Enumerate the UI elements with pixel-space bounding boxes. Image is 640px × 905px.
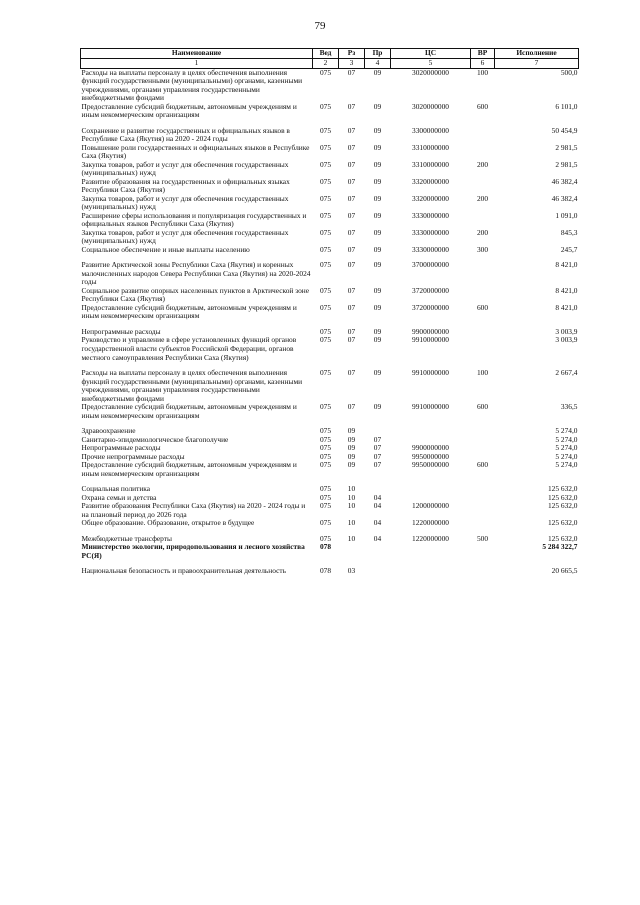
table-row — [81, 212, 579, 229]
row-amount: 50 454,9 — [551, 125, 578, 135]
row-vr: 600 — [476, 460, 489, 470]
row-vr — [471, 436, 495, 445]
row-ved: 075 — [319, 368, 332, 378]
row-cs: 3720000000 — [412, 285, 449, 295]
row-rz: 07 — [347, 285, 356, 295]
row-amount: 3 003,9 — [555, 335, 578, 345]
row-rz: 07 — [347, 260, 356, 270]
row-ved: 075 — [319, 67, 332, 77]
row-cs: 9910000000 — [412, 368, 449, 378]
header-index: 5 — [391, 59, 471, 69]
table-row — [81, 362, 579, 403]
row-vr — [471, 420, 495, 436]
row-rz: 07 — [347, 125, 356, 135]
row-amount: 336,5 — [560, 402, 578, 412]
row-pr: 07 — [373, 451, 382, 461]
row-amount: 5 274,0 — [555, 426, 578, 436]
table-row — [81, 543, 579, 560]
row-ved: 075 — [319, 434, 332, 444]
row-vr: 300 — [476, 244, 489, 254]
row-cs: 9900000000 — [412, 443, 449, 453]
row-amount: 500,0 — [560, 67, 578, 77]
row-vr — [471, 254, 495, 287]
table-body — [81, 68, 579, 576]
row-pr: 09 — [373, 326, 382, 336]
row-name: Социальное обеспечение и иные выплаты населению — [81, 244, 250, 254]
row-pr: 09 — [373, 285, 382, 295]
row-name: Предоставление субсидий бюджетным, автономным учреждениям и иным некоммерческим организациям — [81, 460, 297, 478]
row-name: Социальная политика — [81, 484, 151, 494]
row-cs: 3320000000 — [412, 193, 449, 203]
row-pr: 09 — [373, 159, 382, 169]
row-rz: 10 — [347, 533, 356, 543]
row-rz: 07 — [347, 326, 356, 336]
header-index: 7 — [495, 59, 579, 69]
row-rz: 07 — [347, 159, 356, 169]
row-rz: 10 — [347, 501, 356, 511]
row-name: Охрана семьи и детства — [81, 492, 157, 502]
row-vr — [471, 494, 495, 503]
row-pr: 09 — [373, 302, 382, 312]
header-name: Наименование — [81, 49, 313, 59]
table-row — [81, 246, 579, 255]
row-cs — [391, 560, 471, 576]
row-rz: 07 — [347, 176, 356, 186]
row-pr: 09 — [373, 67, 382, 77]
row-pr: 04 — [373, 501, 382, 511]
table-row — [81, 478, 579, 494]
row-name: Расходы на выплаты персоналу в целях обеспечения выполнения функций государственными (муниципальными) органами, казенными учреждениями, органами управления государственными внебюджетными фондами — [81, 67, 303, 103]
row-rz: 07 — [347, 335, 356, 345]
row-name: Санитарно-эпидемиологическое благополучие — [81, 434, 229, 444]
row-amount: 125 632,0 — [547, 501, 578, 511]
row-name: Межбюджетные трансферты — [81, 533, 172, 543]
row-amount: 5 274,0 — [555, 443, 578, 453]
row-name: Здравоохранение — [81, 426, 136, 436]
row-pr: 09 — [373, 244, 382, 254]
row-ved: 075 — [319, 159, 332, 169]
row-vr — [471, 336, 495, 362]
table-row — [81, 68, 579, 103]
row-pr: 09 — [373, 101, 382, 111]
row-name: Прочие непрограммные расходы — [81, 451, 185, 461]
row-vr — [471, 478, 495, 494]
row-ved: 075 — [319, 518, 332, 528]
table-row — [81, 560, 579, 576]
row-cs: 9910000000 — [412, 335, 449, 345]
row-cs: 3020000000 — [412, 101, 449, 111]
row-cs: 9950000000 — [412, 460, 449, 470]
row-vr — [471, 212, 495, 229]
row-ved: 075 — [319, 142, 332, 152]
row-ved: 075 — [319, 443, 332, 453]
row-pr: 09 — [373, 193, 382, 203]
row-ved: 075 — [319, 501, 332, 511]
row-vr: 200 — [476, 227, 489, 237]
row-name: Национальная безопасность и правоохранительная деятельность — [81, 566, 286, 576]
row-amount: 46 382,4 — [551, 176, 578, 186]
row-vr: 600 — [476, 101, 489, 111]
row-cs: 3700000000 — [412, 260, 449, 270]
row-ved: 075 — [319, 210, 332, 220]
row-cs: 3330000000 — [412, 227, 449, 237]
row-amount: 125 632,0 — [547, 492, 578, 502]
table-row — [81, 161, 579, 178]
row-ved: 075 — [319, 484, 332, 494]
row-cs: 1220000000 — [412, 533, 449, 543]
row-ved: 078 — [319, 542, 332, 552]
row-rz: 09 — [347, 443, 356, 453]
row-ved: 075 — [319, 326, 332, 336]
row-cs: 1220000000 — [412, 518, 449, 528]
row-rz: 07 — [347, 302, 356, 312]
row-name: Закупка товаров, работ и услуг для обеспечения государственных (муниципальных) нужд — [81, 159, 289, 178]
row-rz — [339, 543, 365, 560]
row-name: Сохранение и развитие государственных и официальных языков в Республике Саха (Якутия) на 2020 - 2024 годы — [81, 125, 290, 144]
row-amount: 2 981,5 — [555, 159, 578, 169]
row-rz: 07 — [347, 101, 356, 111]
row-amount: 8 421,0 — [555, 285, 578, 295]
table-row — [81, 403, 579, 420]
row-name: Развитие образования Республики Саха (Якутия) на 2020 - 2024 годы и на плановый период до 2026 года — [81, 501, 306, 519]
row-cs: 1200000000 — [412, 501, 449, 511]
row-vr — [471, 543, 495, 560]
row-ved: 075 — [319, 101, 332, 111]
table-row — [81, 120, 579, 144]
row-cs — [391, 420, 471, 436]
table-row — [81, 461, 579, 478]
row-vr — [471, 444, 495, 453]
row-rz: 10 — [347, 484, 356, 494]
row-rz: 07 — [347, 244, 356, 254]
row-pr: 09 — [373, 227, 382, 237]
row-cs — [391, 478, 471, 494]
row-pr: 09 — [373, 125, 382, 135]
table-row — [81, 195, 579, 212]
row-vr — [471, 321, 495, 337]
row-cs: 3020000000 — [412, 67, 449, 77]
row-rz: 07 — [347, 193, 356, 203]
row-ved: 075 — [319, 244, 332, 254]
row-ved: 075 — [319, 302, 332, 312]
row-amount: 6 101,0 — [555, 101, 578, 111]
row-amount: 20 665,5 — [551, 566, 578, 576]
row-name: Развитие Арктической зоны Республики Саха (Якутия) и коренных малочисленных народов Севера Республики Саха (Якутия) на 2020-2024 годы — [81, 260, 311, 287]
row-name: Расходы на выплаты персоналу в целях обеспечения выполнения функций государственными (муниципальными) органами, казенными учреждениями, органами управления государственными внебюджетными фондами — [81, 368, 303, 403]
header-rz: Рз — [339, 49, 365, 59]
row-amount: 8 421,0 — [555, 302, 578, 312]
row-ved: 075 — [319, 125, 332, 135]
row-rz: 10 — [347, 518, 356, 528]
header-vr: ВР — [471, 49, 495, 59]
table-row — [81, 287, 579, 304]
header-cs: ЦС — [391, 49, 471, 59]
row-amount: 3 003,9 — [555, 326, 578, 336]
row-cs: 3310000000 — [412, 159, 449, 169]
row-amount: 125 632,0 — [547, 533, 578, 543]
row-cs: 3320000000 — [412, 176, 449, 186]
row-pr: 09 — [373, 335, 382, 345]
row-pr — [365, 478, 391, 494]
row-amount: 46 382,4 — [551, 193, 578, 203]
row-rz: 07 — [347, 368, 356, 378]
row-name: Министерство экологии, природопользования и лесного хозяйства РС(Я) — [81, 542, 305, 560]
row-vr — [471, 502, 495, 519]
row-ved: 075 — [319, 451, 332, 461]
row-vr: 500 — [476, 533, 489, 543]
row-amount: 8 421,0 — [555, 260, 578, 270]
row-pr: 04 — [373, 533, 382, 543]
row-amount: 2 667,4 — [555, 368, 578, 378]
table-row — [81, 502, 579, 519]
row-pr: 09 — [373, 260, 382, 270]
table-row — [81, 229, 579, 246]
row-vr — [471, 560, 495, 576]
table-row — [81, 519, 579, 528]
row-name: Социальное развитие опорных населенных пунктов в Арктической зоне Республики Саха (Якутия) — [81, 285, 310, 304]
row-amount: 5 274,0 — [555, 460, 578, 470]
row-pr: 09 — [373, 402, 382, 412]
row-pr: 09 — [373, 142, 382, 152]
row-amount: 125 632,0 — [547, 484, 578, 494]
header-pr: Пр — [365, 49, 391, 59]
header-index: 6 — [471, 59, 495, 69]
row-ved: 075 — [319, 227, 332, 237]
row-name: Предоставление субсидий бюджетным, автономным учреждениям и иным некоммерческим организациям — [81, 101, 297, 120]
row-cs: 3330000000 — [412, 244, 449, 254]
row-cs: 3720000000 — [412, 302, 449, 312]
row-rz: 09 — [347, 460, 356, 470]
table-row — [81, 420, 579, 436]
row-amount: 125 632,0 — [547, 518, 578, 528]
row-rz: 07 — [347, 402, 356, 412]
row-cs: 9900000000 — [412, 326, 449, 336]
row-name: Непрограммные расходы — [81, 443, 161, 453]
row-cs: 3300000000 — [412, 125, 449, 135]
row-name: Развитие образования на государственных и официальных языках Республики Саха (Якутия) — [81, 176, 290, 195]
row-amount: 5 274,0 — [555, 434, 578, 444]
row-amount: 1 091,0 — [555, 210, 578, 220]
header-ved: Вед — [313, 49, 339, 59]
row-pr: 09 — [373, 368, 382, 378]
row-ved: 075 — [319, 193, 332, 203]
table-row — [81, 304, 579, 321]
row-ved: 075 — [319, 492, 332, 502]
header-index: 1 — [81, 59, 313, 69]
row-rz: 10 — [347, 492, 356, 502]
row-ved: 075 — [319, 402, 332, 412]
table-row — [81, 528, 579, 544]
row-amount: 845,3 — [560, 227, 578, 237]
row-pr — [365, 420, 391, 436]
row-vr — [471, 120, 495, 144]
row-name: Общее образование. Образование, открытое в будущее — [81, 518, 255, 528]
row-pr: 04 — [373, 518, 382, 528]
row-vr: 200 — [476, 193, 489, 203]
row-rz: 09 — [347, 426, 356, 436]
page-number: 79 — [314, 20, 326, 32]
header-index: 2 — [313, 59, 339, 69]
table-row — [81, 103, 579, 120]
row-rz: 07 — [347, 142, 356, 152]
row-vr: 100 — [476, 368, 489, 378]
row-amount: 2 981,5 — [555, 142, 578, 152]
row-vr — [471, 178, 495, 195]
table-row — [81, 254, 579, 287]
table-row — [81, 321, 579, 337]
row-pr — [365, 543, 391, 560]
budget-table — [80, 48, 579, 576]
row-pr: 09 — [373, 210, 382, 220]
row-cs — [391, 543, 471, 560]
row-ved: 075 — [319, 426, 332, 436]
table-row — [81, 178, 579, 195]
row-name: Закупка товаров, работ и услуг для обеспечения государственных (муниципальных) нужд — [81, 227, 289, 246]
header-index: 3 — [339, 59, 365, 69]
row-vr — [471, 144, 495, 161]
row-vr: 100 — [476, 67, 489, 77]
row-rz: 03 — [347, 566, 356, 576]
row-rz: 07 — [347, 227, 356, 237]
row-ved: 075 — [319, 260, 332, 270]
row-ved: 075 — [319, 176, 332, 186]
row-pr: 04 — [373, 492, 382, 502]
row-pr: 09 — [373, 176, 382, 186]
row-ved: 075 — [319, 285, 332, 295]
row-name: Расширение сферы использования и популяризация государственных и официальных языков Республики Саха (Якутия) — [81, 210, 307, 229]
row-ved: 075 — [319, 533, 332, 543]
table-row — [81, 144, 579, 161]
row-vr: 600 — [476, 302, 489, 312]
table-row — [81, 336, 579, 362]
row-pr — [365, 560, 391, 576]
row-vr — [471, 519, 495, 528]
row-vr: 600 — [476, 402, 489, 412]
header-row — [81, 49, 579, 59]
row-ved: 075 — [319, 460, 332, 470]
row-ved: 075 — [319, 335, 332, 345]
row-name: Повышение роли государственных и официальных языков в Республике Саха (Якутия) — [81, 142, 310, 161]
row-rz: 07 — [347, 67, 356, 77]
row-rz: 07 — [347, 210, 356, 220]
row-amount: 5 284 322,7 — [542, 542, 578, 552]
row-pr: 07 — [373, 434, 382, 444]
row-pr: 07 — [373, 443, 382, 453]
row-pr: 07 — [373, 460, 382, 470]
row-cs: 3310000000 — [412, 142, 449, 152]
header-index: 4 — [365, 59, 391, 69]
row-cs: 3330000000 — [412, 210, 449, 220]
row-rz: 09 — [347, 434, 356, 444]
row-name: Непрограммные расходы — [81, 326, 161, 336]
row-ved: 078 — [319, 566, 332, 576]
row-amount: 5 274,0 — [555, 451, 578, 461]
row-name: Предоставление субсидий бюджетным, автономным учреждениям и иным некоммерческим организациям — [81, 402, 297, 420]
header-amount: Исполнение — [495, 49, 579, 59]
row-vr: 200 — [476, 159, 489, 169]
row-cs: 9910000000 — [412, 402, 449, 412]
row-amount: 245,7 — [560, 244, 578, 254]
row-name: Предоставление субсидий бюджетным, автономным учреждениям и иным некоммерческим организациям — [81, 302, 297, 321]
row-name: Закупка товаров, работ и услуг для обеспечения государственных (муниципальных) нужд — [81, 193, 289, 212]
row-cs: 9950000000 — [412, 451, 449, 461]
row-name: Руководство и управление в сфере установленных функций органов государственной власти субъектов Российской Федерации, органов местного самоуправления Республики Саха (Якутия) — [81, 335, 297, 362]
row-rz: 09 — [347, 451, 356, 461]
header-index-row — [81, 59, 579, 69]
row-vr — [471, 287, 495, 304]
